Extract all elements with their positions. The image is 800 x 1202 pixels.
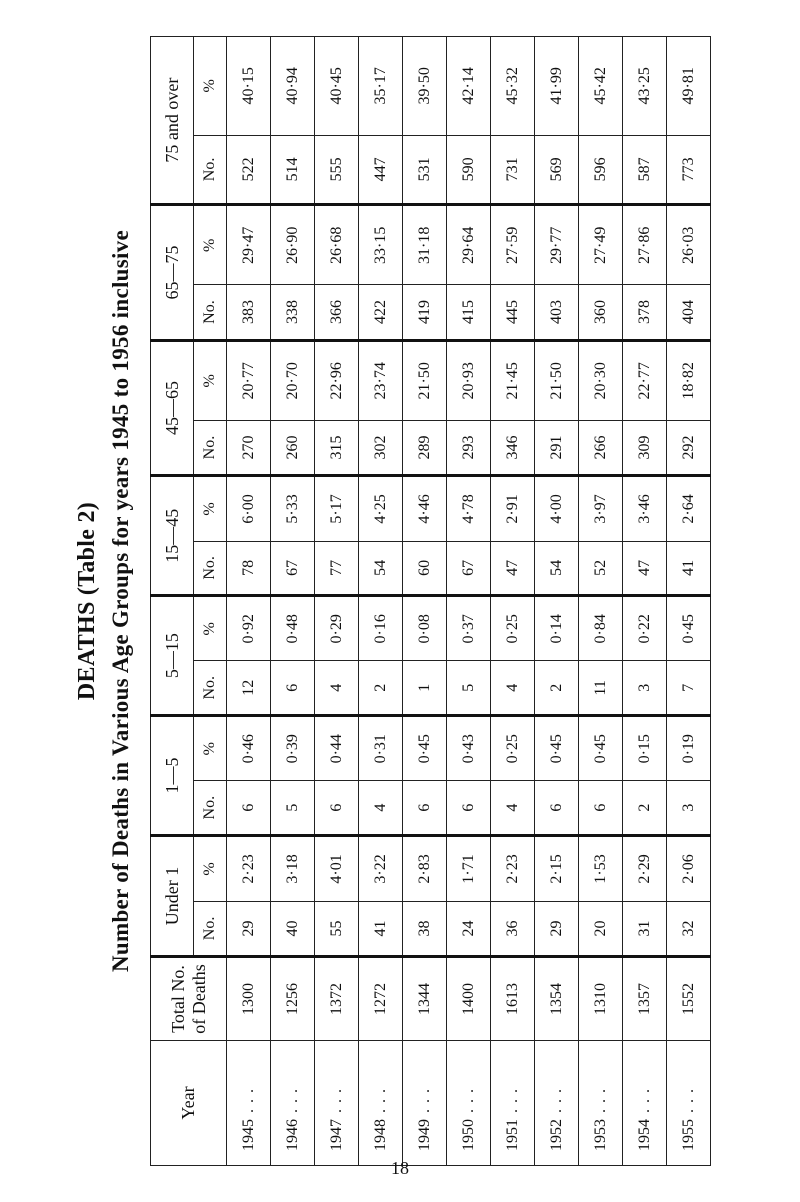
subheader-pct: % bbox=[194, 476, 227, 541]
percent-cell: 22·77 bbox=[623, 340, 667, 420]
count-cell: 24 bbox=[447, 901, 491, 956]
leader-dots: ... bbox=[679, 1083, 697, 1113]
total-cell: 1256 bbox=[271, 957, 315, 1041]
percent-cell: 29·47 bbox=[227, 205, 271, 285]
count-cell: 366 bbox=[315, 285, 359, 340]
percent-cell: 27·86 bbox=[623, 205, 667, 285]
subheader-pct: % bbox=[194, 835, 227, 901]
header-year: Year bbox=[151, 1041, 227, 1166]
leader-dots: ... bbox=[503, 1083, 521, 1113]
leader-dots: ... bbox=[371, 1083, 389, 1113]
percent-cell: 2·91 bbox=[491, 476, 535, 541]
year-cell bbox=[535, 1041, 579, 1166]
count-cell: 31 bbox=[623, 901, 667, 956]
count-cell: 3 bbox=[667, 781, 711, 836]
year-value: 1945 bbox=[239, 1119, 257, 1151]
year-cell bbox=[579, 1041, 623, 1166]
count-cell: 40 bbox=[271, 901, 315, 956]
percent-cell: 5·17 bbox=[315, 476, 359, 541]
percent-cell: 49·81 bbox=[667, 37, 711, 136]
count-cell: 4 bbox=[359, 781, 403, 836]
header-group-75-over: 75 and over bbox=[151, 37, 194, 205]
count-cell: 569 bbox=[535, 135, 579, 205]
year-value: 1946 bbox=[283, 1119, 301, 1151]
percent-cell: 3·18 bbox=[271, 835, 315, 901]
percent-cell: 26·03 bbox=[667, 205, 711, 285]
count-cell: 6 bbox=[403, 781, 447, 836]
count-cell: 270 bbox=[227, 420, 271, 475]
percent-cell: 0·16 bbox=[359, 596, 403, 661]
year-cell bbox=[315, 1041, 359, 1166]
count-cell: 596 bbox=[579, 135, 623, 205]
percent-cell: 0·19 bbox=[667, 716, 711, 781]
count-cell: 3 bbox=[623, 661, 667, 716]
table-row bbox=[623, 37, 667, 1166]
total-cell: 1613 bbox=[491, 957, 535, 1041]
deaths-table bbox=[150, 36, 711, 1166]
header-group-15-45: 15—45 bbox=[151, 476, 194, 596]
leader-dots: ... bbox=[283, 1083, 301, 1113]
count-cell: 415 bbox=[447, 285, 491, 340]
leader-dots: ... bbox=[239, 1083, 257, 1113]
count-cell: 309 bbox=[623, 420, 667, 475]
count-cell: 29 bbox=[535, 901, 579, 956]
year-value: 1951 bbox=[503, 1119, 521, 1151]
header-total: Total No. of Deaths bbox=[151, 957, 227, 1041]
percent-cell: 20·93 bbox=[447, 340, 491, 420]
table-title: DEATHS (Table 2) bbox=[74, 501, 100, 701]
percent-cell: 3·97 bbox=[579, 476, 623, 541]
count-cell: 1 bbox=[403, 661, 447, 716]
count-cell: 29 bbox=[227, 901, 271, 956]
percent-cell: 21·50 bbox=[403, 340, 447, 420]
table-row bbox=[491, 37, 535, 1166]
count-cell: 302 bbox=[359, 420, 403, 475]
table-row bbox=[227, 37, 271, 1166]
percent-cell: 43·25 bbox=[623, 37, 667, 136]
count-cell: 447 bbox=[359, 135, 403, 205]
percent-cell: 0·43 bbox=[447, 716, 491, 781]
count-cell: 52 bbox=[579, 541, 623, 596]
percent-cell: 5·33 bbox=[271, 476, 315, 541]
table-row bbox=[403, 37, 447, 1166]
percent-cell: 2·64 bbox=[667, 476, 711, 541]
subheader-no: No. bbox=[194, 285, 227, 340]
year-value: 1948 bbox=[371, 1119, 389, 1151]
table-row bbox=[447, 37, 491, 1166]
percent-cell: 2·83 bbox=[403, 835, 447, 901]
year-value: 1954 bbox=[635, 1119, 653, 1151]
percent-cell: 42·14 bbox=[447, 37, 491, 136]
count-cell: 60 bbox=[403, 541, 447, 596]
count-cell: 587 bbox=[623, 135, 667, 205]
count-cell: 4 bbox=[315, 661, 359, 716]
page-number: 18 bbox=[391, 1158, 409, 1178]
percent-cell: 0·44 bbox=[315, 716, 359, 781]
count-cell: 78 bbox=[227, 541, 271, 596]
percent-cell: 26·90 bbox=[271, 205, 315, 285]
percent-cell: 20·70 bbox=[271, 340, 315, 420]
leader-dots: ... bbox=[591, 1083, 609, 1113]
table-row bbox=[535, 37, 579, 1166]
percent-cell: 2·23 bbox=[227, 835, 271, 901]
year-value: 1953 bbox=[591, 1119, 609, 1151]
count-cell: 47 bbox=[623, 541, 667, 596]
header-group-under-1: Under 1 bbox=[151, 835, 194, 956]
year-cell bbox=[491, 1041, 535, 1166]
percent-cell: 26·68 bbox=[315, 205, 359, 285]
total-cell: 1310 bbox=[579, 957, 623, 1041]
table-row bbox=[579, 37, 623, 1166]
percent-cell: 0·45 bbox=[667, 596, 711, 661]
total-cell: 1552 bbox=[667, 957, 711, 1041]
percent-cell: 23·74 bbox=[359, 340, 403, 420]
percent-cell: 40·45 bbox=[315, 37, 359, 136]
header-group-5-15: 5—15 bbox=[151, 596, 194, 716]
percent-cell: 0·29 bbox=[315, 596, 359, 661]
count-cell: 54 bbox=[359, 541, 403, 596]
total-cell: 1272 bbox=[359, 957, 403, 1041]
count-cell: 2 bbox=[535, 661, 579, 716]
percent-cell: 2·06 bbox=[667, 835, 711, 901]
count-cell: 291 bbox=[535, 420, 579, 475]
count-cell: 12 bbox=[227, 661, 271, 716]
header-group-1-5: 1—5 bbox=[151, 716, 194, 836]
table-row bbox=[359, 37, 403, 1166]
subheader-pct: % bbox=[194, 716, 227, 781]
percent-cell: 35·17 bbox=[359, 37, 403, 136]
count-cell: 6 bbox=[227, 781, 271, 836]
subheader-no: No. bbox=[194, 541, 227, 596]
count-cell: 422 bbox=[359, 285, 403, 340]
count-cell: 67 bbox=[271, 541, 315, 596]
percent-cell: 0·46 bbox=[227, 716, 271, 781]
percent-cell: 33·15 bbox=[359, 205, 403, 285]
percent-cell: 0·39 bbox=[271, 716, 315, 781]
percent-cell: 0·14 bbox=[535, 596, 579, 661]
year-value: 1950 bbox=[459, 1119, 477, 1151]
percent-cell: 27·59 bbox=[491, 205, 535, 285]
leader-dots: ... bbox=[635, 1083, 653, 1113]
percent-cell: 41·99 bbox=[535, 37, 579, 136]
subheader-pct: % bbox=[194, 596, 227, 661]
header-group-65-75: 65—75 bbox=[151, 205, 194, 341]
total-cell: 1372 bbox=[315, 957, 359, 1041]
header-group-45-65: 45—65 bbox=[151, 340, 194, 476]
year-cell bbox=[623, 1041, 667, 1166]
percent-cell: 39·50 bbox=[403, 37, 447, 136]
percent-cell: 0·08 bbox=[403, 596, 447, 661]
table-row bbox=[315, 37, 359, 1166]
percent-cell: 4·01 bbox=[315, 835, 359, 901]
percent-cell: 40·15 bbox=[227, 37, 271, 136]
percent-cell: 29·64 bbox=[447, 205, 491, 285]
subheader-no: No. bbox=[194, 901, 227, 956]
percent-cell: 2·15 bbox=[535, 835, 579, 901]
percent-cell: 40·94 bbox=[271, 37, 315, 136]
count-cell: 36 bbox=[491, 901, 535, 956]
count-cell: 55 bbox=[315, 901, 359, 956]
count-cell: 346 bbox=[491, 420, 535, 475]
percent-cell: 21·50 bbox=[535, 340, 579, 420]
leader-dots: ... bbox=[327, 1083, 345, 1113]
count-cell: 522 bbox=[227, 135, 271, 205]
percent-cell: 0·37 bbox=[447, 596, 491, 661]
year-value: 1949 bbox=[415, 1119, 433, 1151]
count-cell: 6 bbox=[447, 781, 491, 836]
leader-dots: ... bbox=[415, 1083, 433, 1113]
count-cell: 7 bbox=[667, 661, 711, 716]
count-cell: 6 bbox=[579, 781, 623, 836]
count-cell: 260 bbox=[271, 420, 315, 475]
percent-cell: 45·32 bbox=[491, 37, 535, 136]
subheader-pct: % bbox=[194, 340, 227, 420]
year-cell bbox=[403, 1041, 447, 1166]
count-cell: 403 bbox=[535, 285, 579, 340]
total-cell: 1344 bbox=[403, 957, 447, 1041]
leader-dots: ... bbox=[459, 1083, 477, 1113]
year-cell bbox=[271, 1041, 315, 1166]
count-cell: 2 bbox=[359, 661, 403, 716]
count-cell: 77 bbox=[315, 541, 359, 596]
count-cell: 47 bbox=[491, 541, 535, 596]
year-value: 1947 bbox=[327, 1119, 345, 1151]
year-cell bbox=[227, 1041, 271, 1166]
percent-cell: 0·25 bbox=[491, 716, 535, 781]
count-cell: 445 bbox=[491, 285, 535, 340]
percent-cell: 0·22 bbox=[623, 596, 667, 661]
subheader-pct: % bbox=[194, 37, 227, 136]
count-cell: 54 bbox=[535, 541, 579, 596]
total-cell: 1354 bbox=[535, 957, 579, 1041]
count-cell: 6 bbox=[535, 781, 579, 836]
count-cell: 590 bbox=[447, 135, 491, 205]
percent-cell: 0·15 bbox=[623, 716, 667, 781]
percent-cell: 1·53 bbox=[579, 835, 623, 901]
count-cell: 67 bbox=[447, 541, 491, 596]
percent-cell: 0·45 bbox=[535, 716, 579, 781]
count-cell: 360 bbox=[579, 285, 623, 340]
percent-cell: 20·30 bbox=[579, 340, 623, 420]
count-cell: 41 bbox=[667, 541, 711, 596]
count-cell: 514 bbox=[271, 135, 315, 205]
percent-cell: 1·71 bbox=[447, 835, 491, 901]
year-value: 1952 bbox=[547, 1119, 565, 1151]
table-row bbox=[271, 37, 315, 1166]
percent-cell: 6·00 bbox=[227, 476, 271, 541]
count-cell: 404 bbox=[667, 285, 711, 340]
percent-cell: 2·23 bbox=[491, 835, 535, 901]
count-cell: 5 bbox=[447, 661, 491, 716]
percent-cell: 22·96 bbox=[315, 340, 359, 420]
percent-cell: 0·25 bbox=[491, 596, 535, 661]
count-cell: 293 bbox=[447, 420, 491, 475]
percent-cell: 0·45 bbox=[403, 716, 447, 781]
year-cell bbox=[359, 1041, 403, 1166]
count-cell: 32 bbox=[667, 901, 711, 956]
count-cell: 383 bbox=[227, 285, 271, 340]
percent-cell: 18·82 bbox=[667, 340, 711, 420]
percent-cell: 29·77 bbox=[535, 205, 579, 285]
percent-cell: 3·46 bbox=[623, 476, 667, 541]
count-cell: 4 bbox=[491, 781, 535, 836]
percent-cell: 4·25 bbox=[359, 476, 403, 541]
count-cell: 6 bbox=[271, 661, 315, 716]
leader-dots: ... bbox=[547, 1083, 565, 1113]
percent-cell: 0·31 bbox=[359, 716, 403, 781]
count-cell: 5 bbox=[271, 781, 315, 836]
subheader-no: No. bbox=[194, 135, 227, 205]
total-cell: 1300 bbox=[227, 957, 271, 1041]
total-cell: 1400 bbox=[447, 957, 491, 1041]
count-cell: 555 bbox=[315, 135, 359, 205]
percent-cell: 31·18 bbox=[403, 205, 447, 285]
year-value: 1955 bbox=[679, 1119, 697, 1151]
count-cell: 315 bbox=[315, 420, 359, 475]
subheader-no: No. bbox=[194, 420, 227, 475]
count-cell: 38 bbox=[403, 901, 447, 956]
count-cell: 289 bbox=[403, 420, 447, 475]
count-cell: 338 bbox=[271, 285, 315, 340]
count-cell: 6 bbox=[315, 781, 359, 836]
count-cell: 531 bbox=[403, 135, 447, 205]
count-cell: 419 bbox=[403, 285, 447, 340]
count-cell: 773 bbox=[667, 135, 711, 205]
count-cell: 41 bbox=[359, 901, 403, 956]
count-cell: 266 bbox=[579, 420, 623, 475]
year-cell bbox=[447, 1041, 491, 1166]
subheader-no: No. bbox=[194, 781, 227, 836]
subheader-no: No. bbox=[194, 661, 227, 716]
percent-cell: 4·78 bbox=[447, 476, 491, 541]
percent-cell: 3·22 bbox=[359, 835, 403, 901]
count-cell: 20 bbox=[579, 901, 623, 956]
count-cell: 11 bbox=[579, 661, 623, 716]
percent-cell: 45·42 bbox=[579, 37, 623, 136]
percent-cell: 0·92 bbox=[227, 596, 271, 661]
percent-cell: 21·45 bbox=[491, 340, 535, 420]
percent-cell: 4·46 bbox=[403, 476, 447, 541]
year-cell bbox=[667, 1041, 711, 1166]
count-cell: 731 bbox=[491, 135, 535, 205]
count-cell: 292 bbox=[667, 420, 711, 475]
count-cell: 4 bbox=[491, 661, 535, 716]
percent-cell: 0·84 bbox=[579, 596, 623, 661]
count-cell: 2 bbox=[623, 781, 667, 836]
total-cell: 1357 bbox=[623, 957, 667, 1041]
percent-cell: 20·77 bbox=[227, 340, 271, 420]
table-subtitle: Number of Deaths in Various Age Groups for years 1945 to 1956 inclusive bbox=[108, 230, 133, 973]
percent-cell: 0·48 bbox=[271, 596, 315, 661]
percent-cell: 0·45 bbox=[579, 716, 623, 781]
subheader-pct: % bbox=[194, 205, 227, 285]
percent-cell: 27·49 bbox=[579, 205, 623, 285]
percent-cell: 4·00 bbox=[535, 476, 579, 541]
count-cell: 378 bbox=[623, 285, 667, 340]
table-row bbox=[667, 37, 711, 1166]
percent-cell: 2·29 bbox=[623, 835, 667, 901]
